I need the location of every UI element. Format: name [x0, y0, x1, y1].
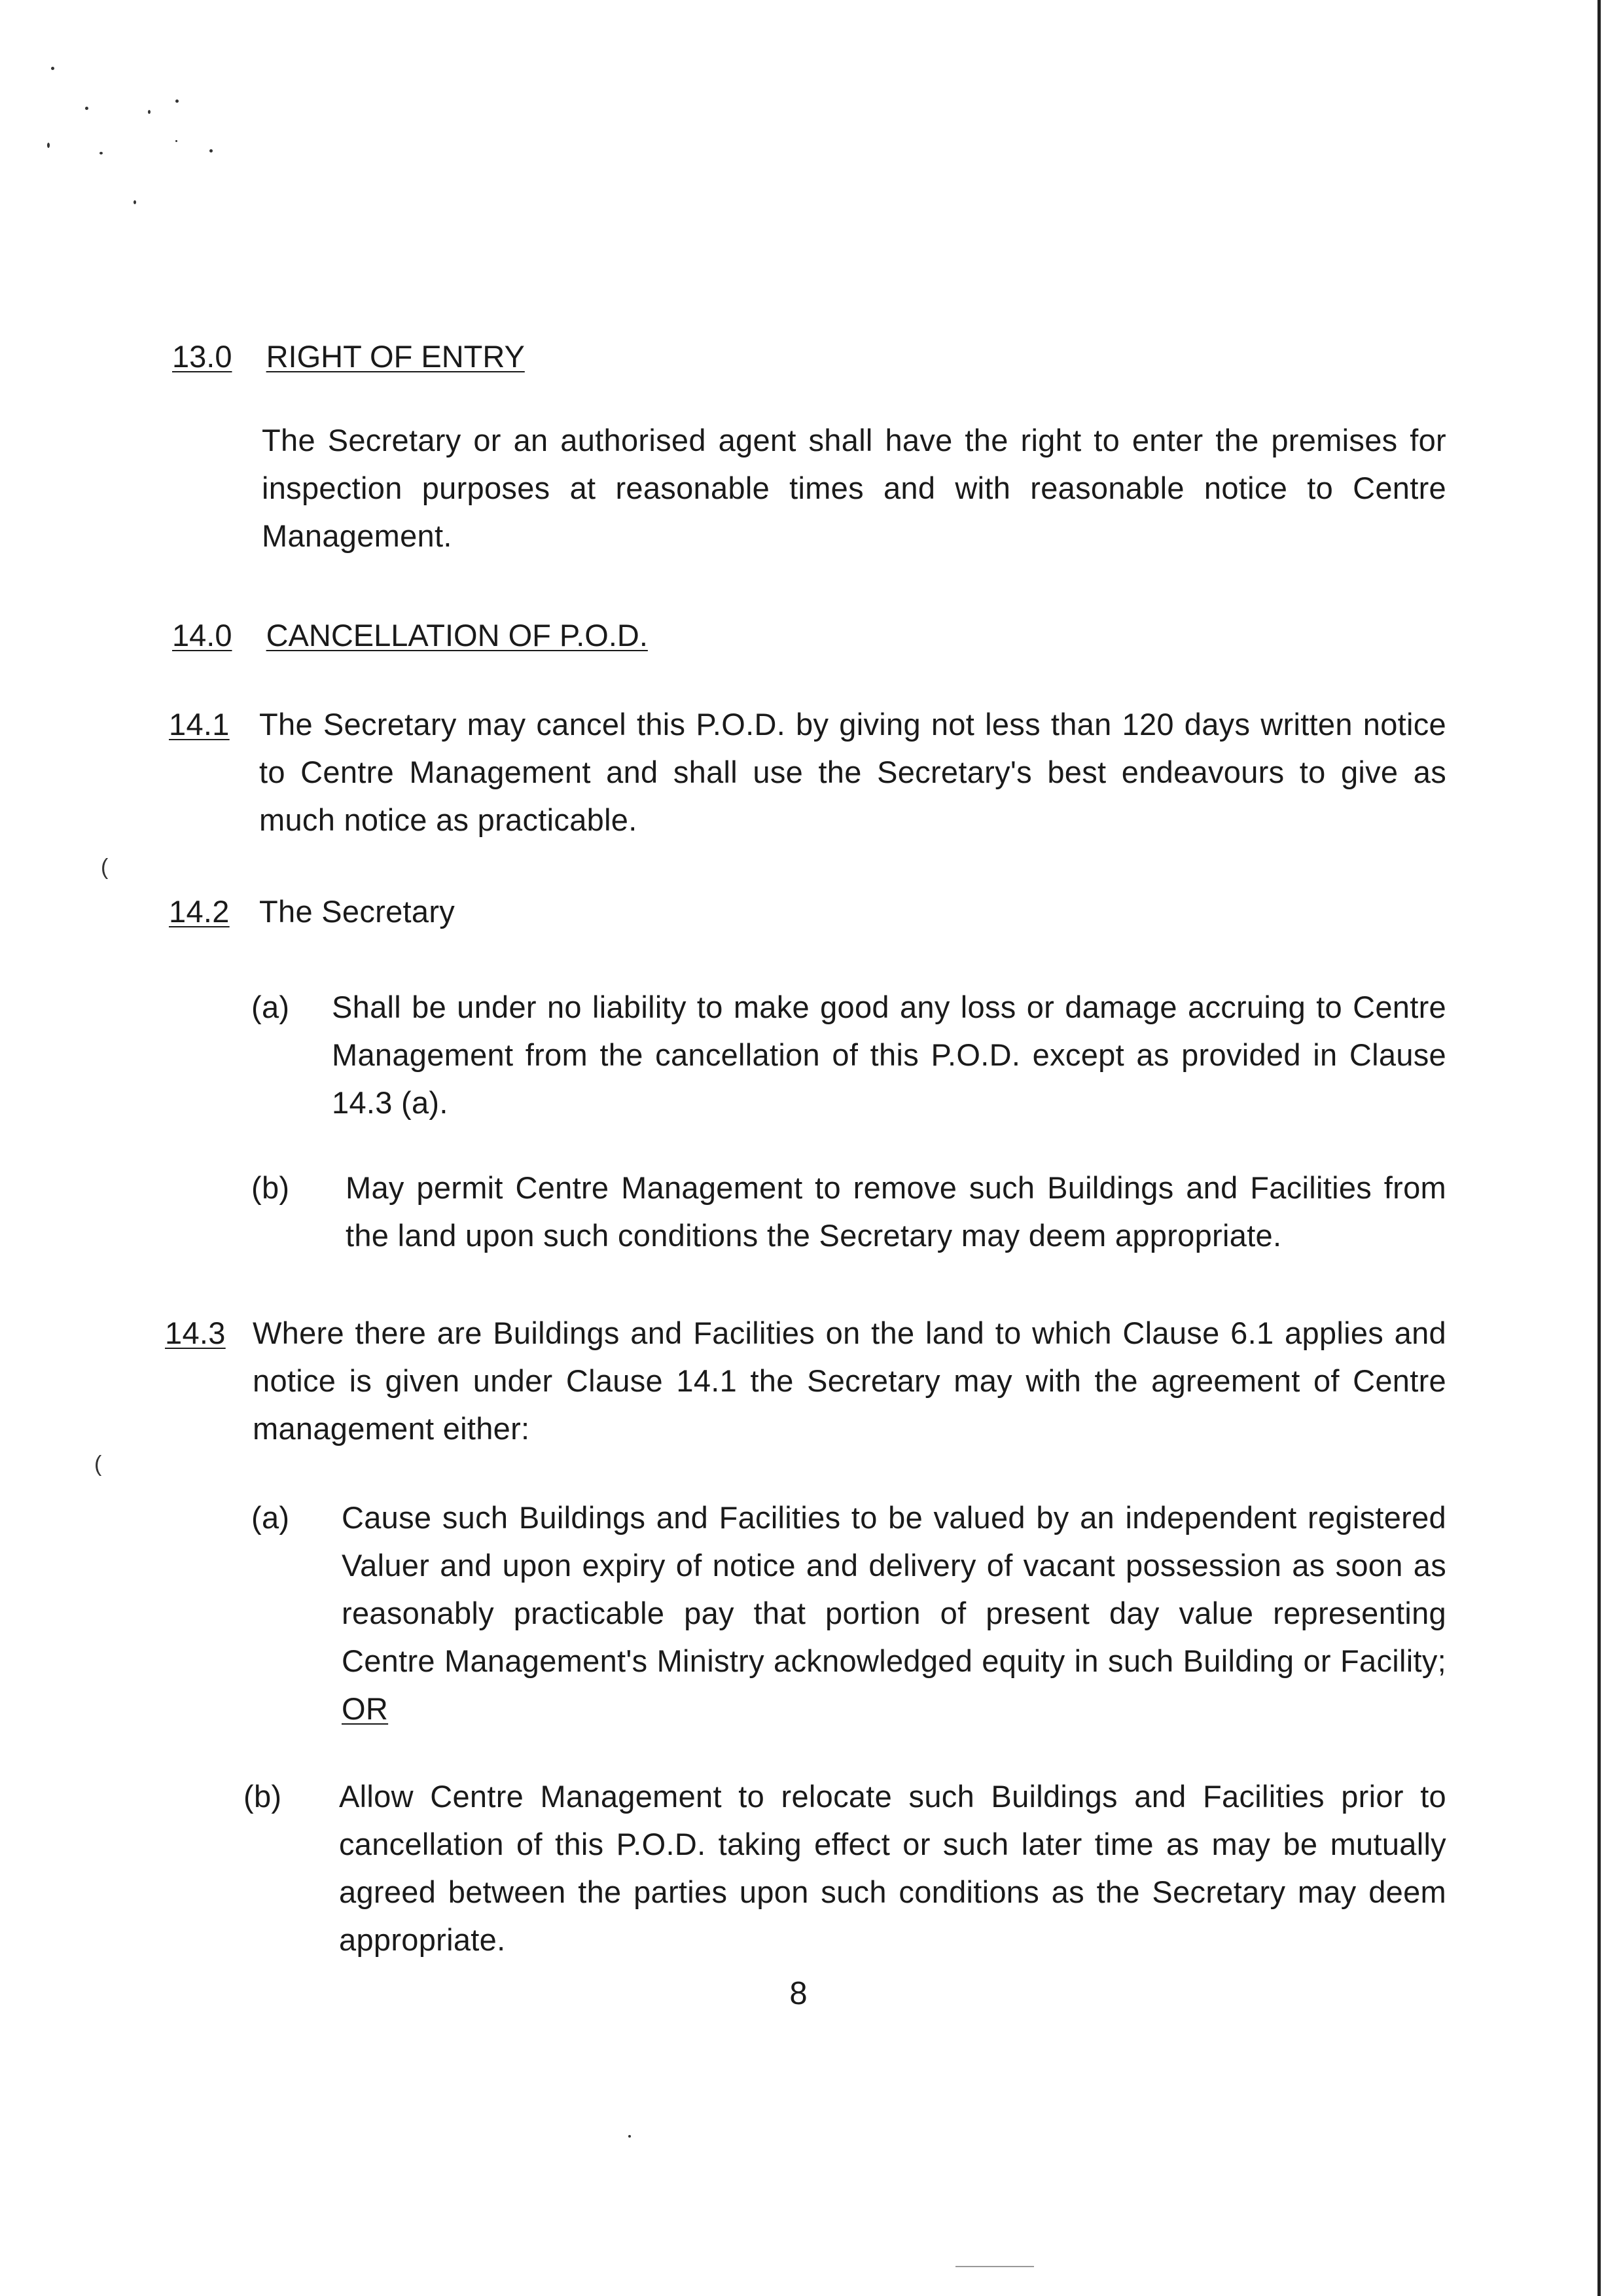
clause-14-2-b-label: (b) [251, 1170, 290, 1205]
section-number: 14.0 [172, 618, 232, 653]
scan-speck [85, 107, 88, 110]
clause-14-2-b-text: May permit Centre Management to remove such Buildings and Facilities from the land upon such conditions the Secretary may deem appropriate. [346, 1170, 1446, 1253]
clause-14-3-text: Where there are Buildings and Facilities on the land to which Clause 6.1 applies and notice is given under Clause 14.1 the Secretary may with the agreement of Centre management either: [253, 1316, 1446, 1446]
clause-14-1-text: The Secretary may cancel this P.O.D. by giving not less than 120 days written notice to Centre Management and shall use the Secretary's best endeavours to give as much notice as practicable. [259, 707, 1446, 837]
scan-speck [175, 140, 177, 142]
scan-mark: ( [101, 855, 109, 880]
clause-14-2-a-text: Shall be under no liability to make good any loss or damage accruing to Centre Management from the cancellation of this P.O.D. except as provided in Clause 14.3 (a). [332, 990, 1446, 1120]
clause-14-2-a-label: (a) [251, 990, 290, 1024]
clause-number-14-3: 14.3 [165, 1316, 226, 1350]
section-heading-14 [172, 611, 648, 659]
scan-edge-line [1597, 0, 1601, 2296]
section-number: 13.0 [172, 339, 232, 374]
clause-14-3-b-label: (b) [243, 1779, 282, 1814]
emphasis-or: OR [342, 1691, 389, 1726]
page-number: 8 [789, 1976, 808, 2011]
scan-speck [99, 152, 103, 154]
section-title: RIGHT OF ENTRY [266, 339, 525, 374]
clause-14-2-text: The Secretary [259, 894, 455, 929]
scan-speck [955, 2266, 1034, 2267]
section-title: CANCELLATION OF P.O.D. [266, 618, 648, 653]
clause-14-3-a-text: Cause such Buildings and Facilities to be valued by an independent registered Valuer and upon expiry of notice and delivery of vacant possession as soon as reasonably practicable pay that portion of present day value representing Centre Management's Ministry acknowledged equity in such Building or Facility; [342, 1500, 1446, 1678]
scan-speck [134, 200, 136, 204]
scan-speck [209, 149, 213, 152]
section-heading-13 [172, 332, 525, 380]
scan-speck [628, 2135, 631, 2138]
scan-speck [51, 67, 54, 70]
scan-mark: ( [94, 1452, 102, 1477]
clause-14-3-a-block [342, 1494, 1446, 1732]
section-13-body: The Secretary or an authorised agent shall have the right to enter the premises for inspection purposes at reasonable times and with reasonable notice to Centre Management. [262, 423, 1446, 553]
clause-number-14-1: 14.1 [169, 707, 230, 742]
clause-number-14-2: 14.2 [169, 894, 230, 929]
clause-14-3-a-label: (a) [251, 1500, 290, 1535]
scan-speck [148, 110, 151, 114]
scan-speck [47, 143, 50, 148]
scan-speck [175, 99, 179, 103]
clause-14-3-b-text: Allow Centre Management to relocate such Buildings and Facilities prior to cancellation of this P.O.D. taking effect or such later time as may be mutually agreed between the parties upon such conditions as the Secretary may deem appropriate. [339, 1779, 1446, 1957]
